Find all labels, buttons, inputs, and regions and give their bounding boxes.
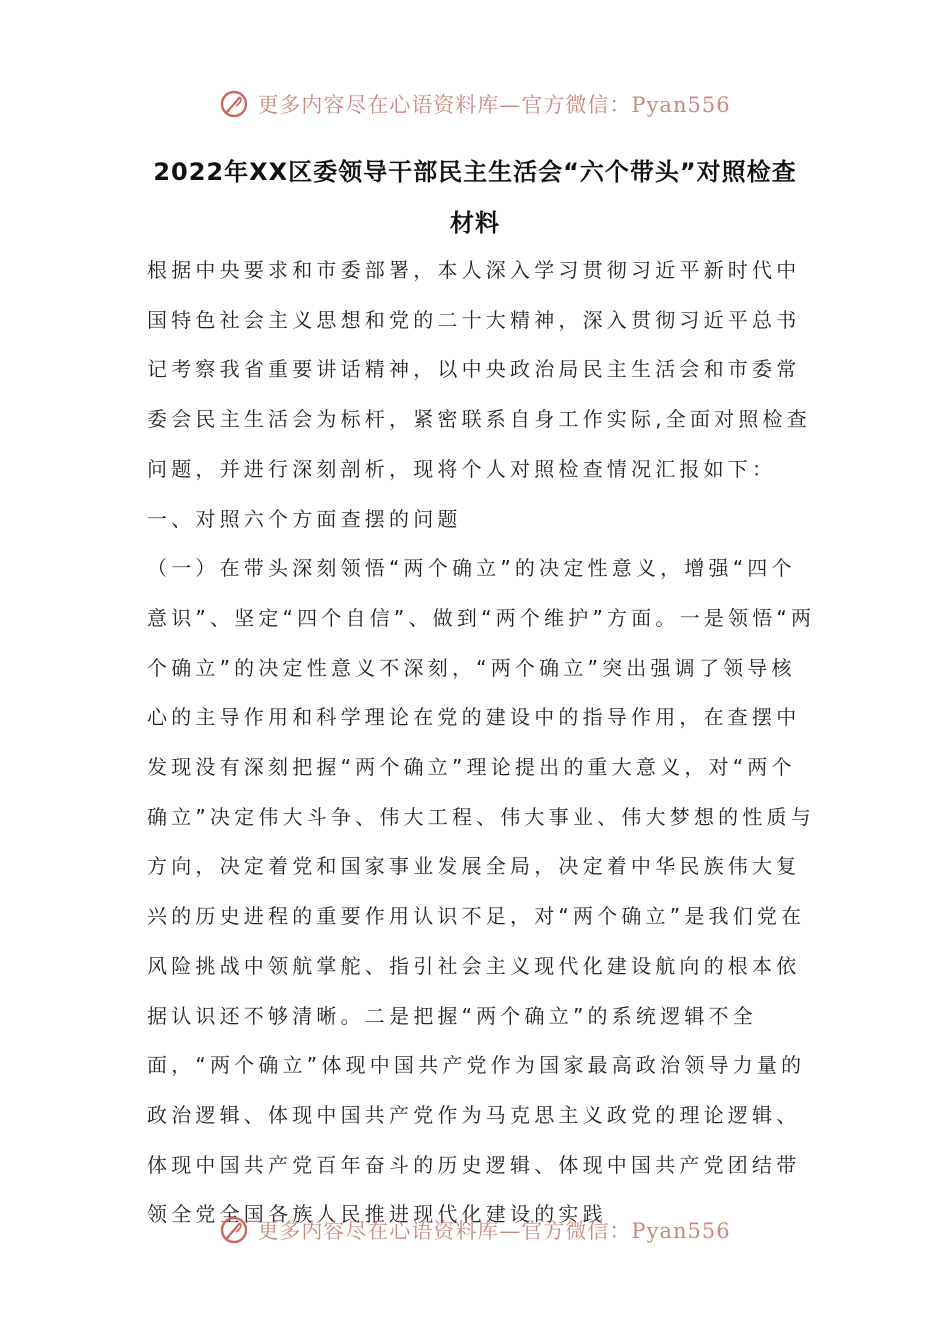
watermark-text: 更多内容尽在心语资料库—官方微信：Pyan556 [257, 1219, 731, 1243]
section-paragraph: （一）在带头深刻领悟“两个确立”的决定性意义，增强“四个意识”、坚定“四个自信”、做到“两个维护”方面。一是领悟“两个确立”的决定性意义不深刻，“两个确立”突出强调了领导核心的主导作用和科学理论在党的建设中的指导作用，在查摆中发现没有深刻把握“两个确立”理论提出的重大意义，对“两个确立”决定伟大斗争、伟大工程、伟大事业、伟大梦想的性质与方向，决定着党和国家事业发展全局，决定着中华民族伟大复兴的历史进程的重要作用认识不足，对“两个确立”是我们党在风险挑战中领航掌舵、指引社会主义现代化建设航向的根本依据认识还不够清晰。二是把握“两个确立”的系统逻辑不全面，“两个确立”体现中国共产党作为国家最高政治领导力量的政治逻辑、体现中国共产党作为马克思主义政党的理论逻辑、体现中国共产党百年奋斗的历史逻辑、体现中国共产党团结带领全党全国各族人民推进现代化建设的实践 [147, 556, 816, 1227]
watermark-text: 更多内容尽在心语资料库—官方微信：Pyan556 [257, 93, 731, 117]
document-title-line1: 2022年XX区委领导干部民主生活会“六个带头”对照检查 [153, 158, 797, 186]
quill-logo-icon [219, 1215, 249, 1245]
quill-logo-icon [219, 89, 249, 119]
document-title-line2: 材料 [450, 209, 500, 237]
footer-watermark [0, 1210, 950, 1250]
header-watermark [0, 84, 950, 124]
intro-paragraph: 根据中央要求和市委部署，本人深入学习贯彻习近平新时代中国特色社会主义思想和党的二十大精神，深入贯彻习近平总书记考察我省重要讲话精神，以中央政治局民主生活会和市委常委会民主生活会为标杆，紧密联系自身工作实际,全面对照检查问题，并进行深刻剖析，现将个人对照检查情况汇报如下： [147, 258, 811, 481]
document-body [147, 246, 817, 1240]
section-heading: 一、对照六个方面查摆的问题 [147, 506, 462, 531]
